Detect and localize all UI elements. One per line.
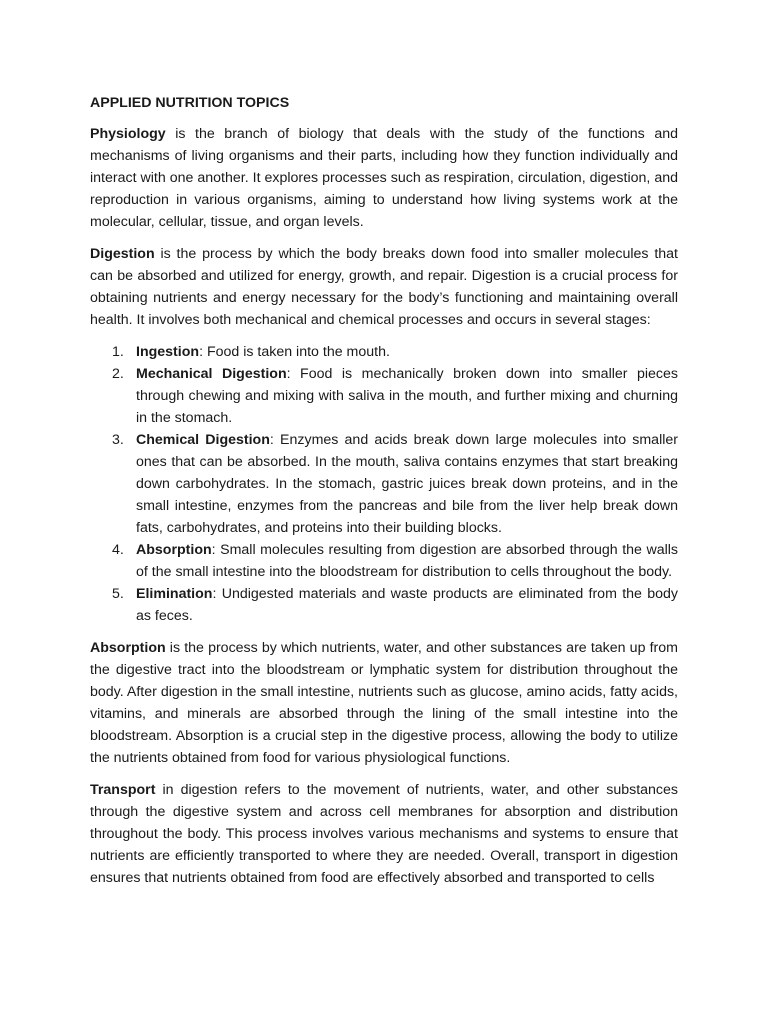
absorption-text: is the process by which nutrients, water, and other substances are taken up from the digestive tract into the bloodstream or lymphatic system for distribution throughout the body. After digestion in the small intestine, nutrients such as glucose, amino acids, fatty acids, vitamins, and minerals are absorbed through the lining of the small intestine into the bloodstream. Absorption is a crucial step in the digestive process, allowing the body to utilize the nutrients obtained from food for various physiological functions. (90, 640, 678, 766)
list-item-text: : Food is mechanically broken down into smaller pieces through chewing and mixing with saliva in the mouth, and further mixing and churning in the stomach. (136, 366, 678, 426)
list-item-number: 4. (112, 542, 124, 558)
list-item (112, 341, 678, 363)
physiology-text: is the branch of biology that deals with the study of the functions and mechanisms of living organisms and their parts, including how they function individually and interact with one another. It explores processes such as respiration, circulation, digestion, and reproduction in various organisms, aiming to understand how living systems work at the molecular, cellular, tissue, and organ levels. (90, 126, 678, 230)
physiology-paragraph (90, 123, 678, 233)
list-item-term: Chemical Digestion (136, 432, 270, 448)
list-item-text: : Food is taken into the mouth. (199, 344, 390, 360)
list-item (112, 539, 678, 583)
document-page (90, 92, 678, 899)
list-item-number: 1. (112, 344, 124, 360)
list-item-term: Ingestion (136, 344, 200, 360)
absorption-paragraph (90, 637, 678, 769)
list-item (112, 429, 678, 539)
digestion-paragraph (90, 243, 678, 331)
list-item-term: Mechanical Digestion (136, 366, 287, 382)
list-item-term: Elimination (136, 586, 213, 602)
physiology-term: Physiology (90, 126, 166, 142)
digestion-term: Digestion (90, 246, 155, 262)
digestion-text: is the process by which the body breaks down food into smaller molecules that can be absorbed and utilized for energy, growth, and repair. Digestion is a crucial process for obtaining nutrients and energy necessary for the body’s functioning and maintaining overall health. It involves both mechanical and chemical processes and occurs in several stages: (90, 246, 678, 328)
transport-term: Transport (90, 782, 156, 798)
list-item-number: 2. (112, 366, 124, 382)
document-title: APPLIED NUTRITION TOPICS (90, 95, 290, 111)
list-item-number: 3. (112, 432, 124, 448)
list-item-text: : Small molecules resulting from digestion are absorbed through the walls of the small intestine into the bloodstream for distribution to cells throughout the body. (136, 542, 678, 580)
list-item-number: 5. (112, 586, 124, 602)
list-item-text: : Enzymes and acids break down large molecules into smaller ones that can be absorbed. In the mouth, saliva contains enzymes that start breaking down carbohydrates. In the stomach, gastric juices break down proteins, and in the small intestine, enzymes from the pancreas and bile from the liver help break down fats, carbohydrates, and proteins into their building blocks. (136, 432, 678, 536)
list-item-term: Absorption (136, 542, 212, 558)
list-item (112, 583, 678, 627)
digestion-stages-list (90, 341, 678, 627)
list-item (112, 363, 678, 429)
transport-paragraph (90, 779, 678, 889)
transport-text: in digestion refers to the movement of nutrients, water, and other substances through the digestive system and across cell membranes for absorption and distribution throughout the body. This process involves various mechanisms and systems to ensure that nutrients are efficiently transported to where they are needed. Overall, transport in digestion ensures that nutrients obtained from food are effectively absorbed and transported to cells (90, 782, 678, 886)
absorption-term: Absorption (90, 640, 166, 656)
list-item-text: : Undigested materials and waste products are eliminated from the body as feces. (136, 586, 678, 624)
